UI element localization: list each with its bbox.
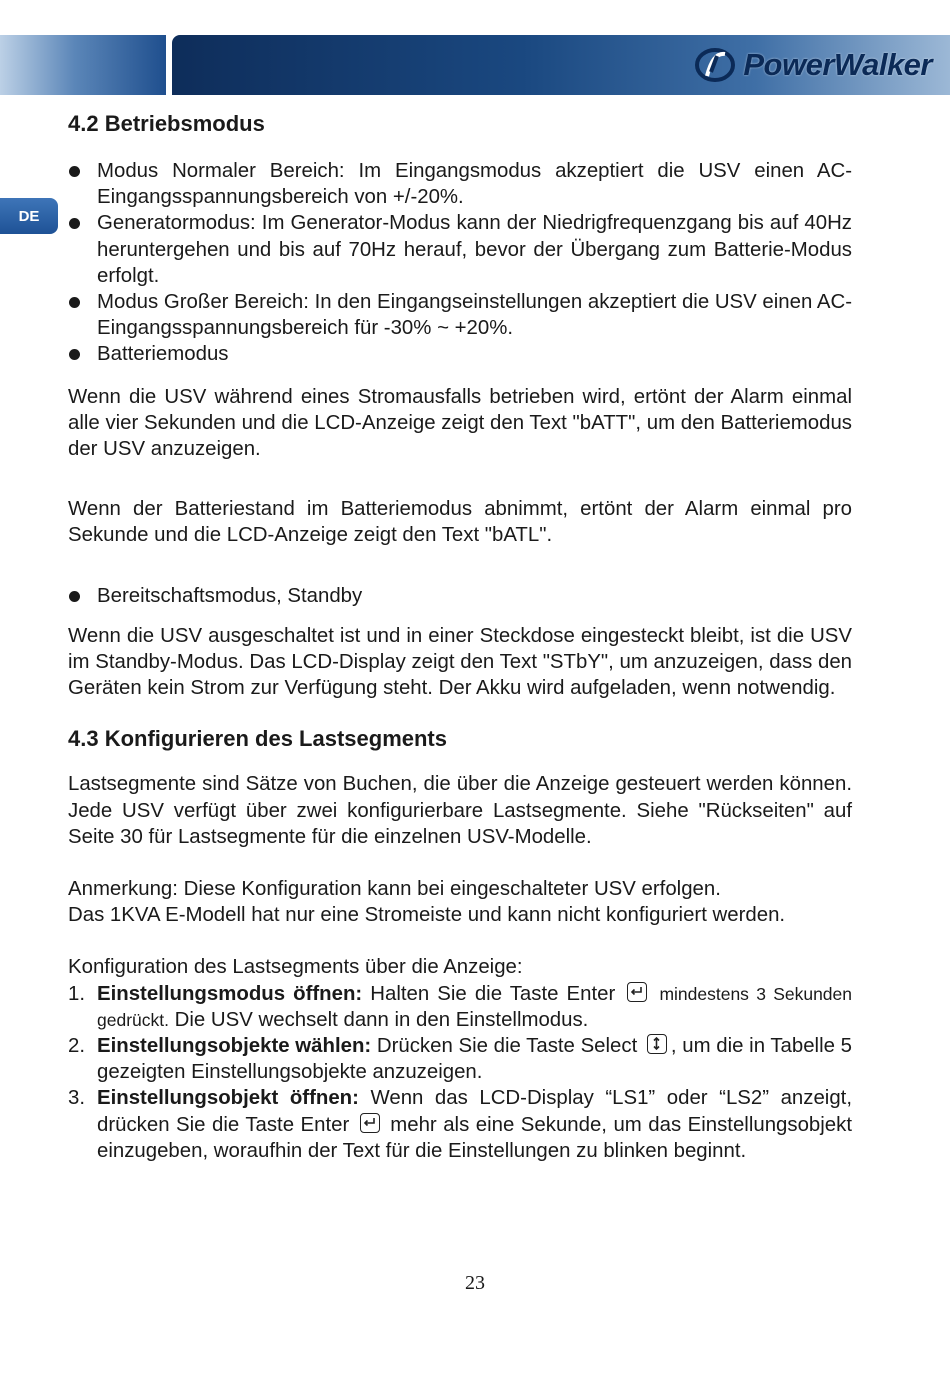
config-steps [68,981,852,1164]
step-heading: Einstellungsobjekte wählen: [97,1035,372,1058]
note-line-2: Das 1KVA E-Modell hat nur eine Stromeiste und kann nicht konfiguriert werden. [68,904,786,927]
list-item: Modus Großer Bereich: In den Eingangseinstellungen akzeptiert die USV einen AC-Eingangsspannungsbereich für -30% ~ +20%. [68,289,852,341]
brand-logo [693,45,932,85]
battery-low-paragraph: Wenn der Batteriestand im Batteriemodus abnimmt, ertönt der Alarm einmal pro Sekunde und die LCD-Anzeige zeigt den Text "bATL". [68,498,852,547]
step-text: Halten Sie die Taste Enter [362,982,624,1005]
steps-intro: Konfiguration des Lastsegments über die Anzeige: [68,956,523,979]
step-text: mehr als eine Sekunde, um das Einstellungsobjekt einzugeben, woraufhin der Text für die Einstellungen zu blinken beginnt. [97,1113,852,1162]
section-title-4-3: 4.3 Konfigurieren des Lastsegments [68,726,447,752]
step-item [68,1085,852,1164]
list-item: Generatormodus: Im Generator-Modus kann der Niedrigfrequenzgang bis auf 40Hz heruntergehen und bis auf 70Hz herauf, bevor der Übergang zum Batterie-Modus erfolgt. [68,210,852,289]
step-text-small: mindestens 3 Sekunden gedrückt. [97,983,853,1030]
battery-mode-paragraph: Wenn die USV während eines Stromausfalls betrieben wird, ertönt der Alarm einmal alle vier Sekunden und die LCD-Anzeige zeigt den Text "bATT", um den Batteriemodus der USV anzuzeigen. [68,385,852,461]
step-number: 1. [68,982,86,1005]
header-left-block [0,35,166,95]
list-item: Modus Normaler Bereich: Im Eingangsmodus akzeptiert die USV einen AC-Eingangsspannungsbereich von +/-20%. [68,158,852,210]
header-banner [0,35,950,95]
step-item [68,981,852,1033]
step-text: , um die in Tabelle 5 gezeigten Einstellungsobjekte anzuzeigen. [97,1035,852,1084]
standby-paragraph: Wenn die USV ausgeschaltet ist und in einer Steckdose eingesteckt bleibt, ist die USV im Standby-Modus. Das LCD-Display zeigt den Text "STbY", um anzuzeigen, dass den Geräten kein Strom zur Verfügung steht. Der Akku wird aufgeladen, wenn notwendig. [68,624,852,700]
list-item: Batteriemodus [68,341,852,367]
select-key-icon [647,1034,667,1054]
section-title-4-2: 4.2 Betriebsmodus [68,111,265,136]
step-text: Wenn das LCD-Display “LS1” oder “LS2” anzeigt, drücken Sie die Taste Enter [97,1087,852,1136]
brand-name: PowerWalker [743,47,932,82]
step-text: Die USV wechselt dann in den Einstellmodus. [168,1008,589,1031]
step-number: 3. [68,1087,86,1110]
page-content [68,108,852,1164]
page-number: 23 [465,1272,485,1294]
step-number: 2. [68,1035,86,1058]
language-tab: DE [0,198,58,234]
standby-list [68,583,852,609]
mode-list [68,158,852,368]
step-heading: Einstellungsmodus öffnen: [97,982,363,1005]
list-item: Bereitschaftsmodus, Standby [68,583,852,609]
step-heading: Einstellungsobjekt öffnen: [97,1087,359,1110]
note-line-1: Anmerkung: Diese Konfiguration kann bei eingeschalteter USV erfolgen. [68,878,721,901]
load-segment-paragraph: Lastsegmente sind Sätze von Buchen, die über die Anzeige gesteuert werden können. Jede USV verfügt über zwei konfigurierbare Lastsegmente. Siehe "Rückseiten" auf Seite 30 für Lastsegmente für die einzelnen USV-Modelle. [68,773,852,848]
powerwalker-swoosh-logo-icon [693,46,737,84]
enter-key-icon [627,982,647,1002]
step-text: Drücken Sie die Taste Select [371,1035,643,1058]
step-item [68,1033,852,1085]
enter-key-icon [360,1113,380,1133]
header-right-block [172,35,950,95]
